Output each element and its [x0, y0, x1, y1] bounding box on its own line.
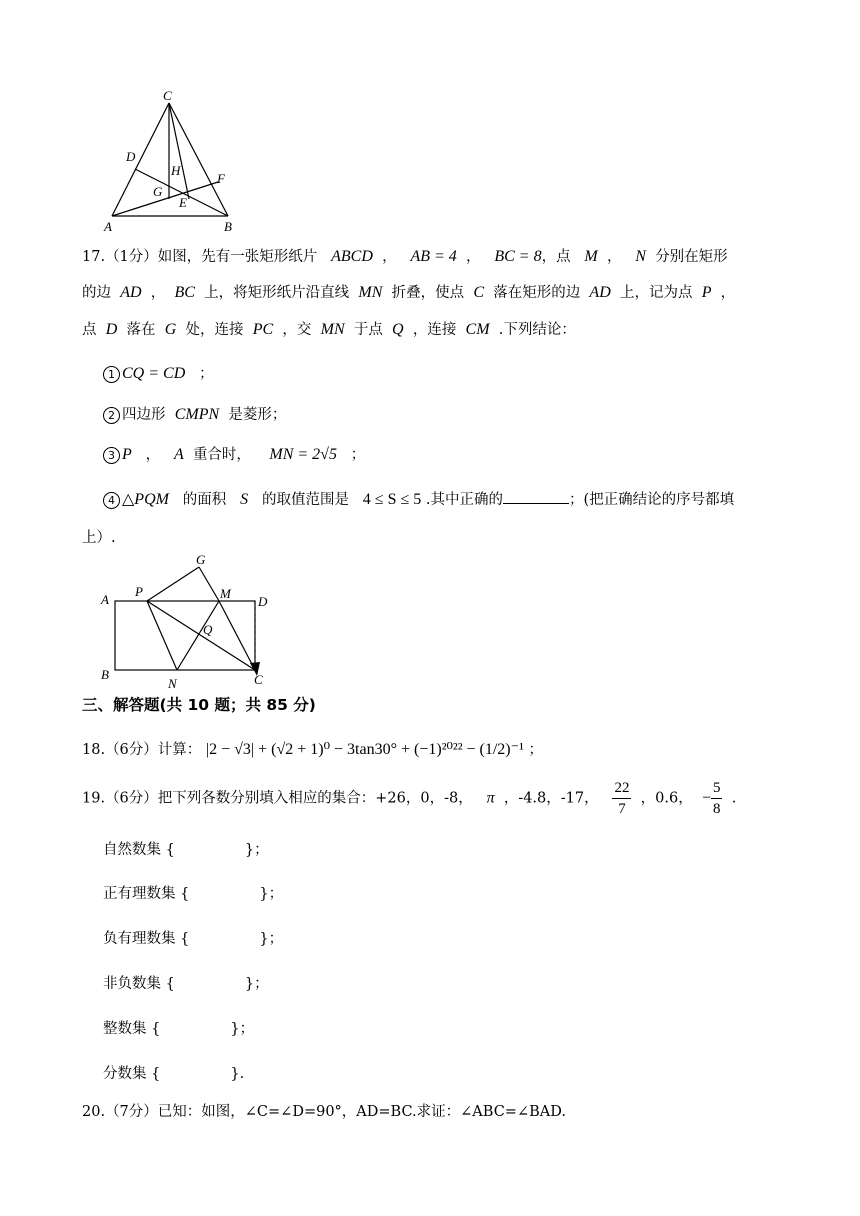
label-F: F [217, 171, 225, 186]
q17-option-2: 2 四边形 CMPN 是菱形； [103, 405, 286, 425]
label-G: G [196, 552, 206, 567]
label-M: M [220, 586, 231, 601]
label-A: A [101, 592, 109, 607]
label-P: P [135, 584, 143, 599]
set-non-negative: 非负数集 { }； [103, 976, 269, 992]
q17-line3: 点 D 落在 G 处，连接 PC ，交 MN 于点 Q ，连接 CM .下列结论： [82, 321, 576, 338]
set-fraction: 分数集 { }. [103, 1066, 245, 1082]
label-D: D [258, 594, 268, 609]
label-B: B [101, 667, 109, 682]
question-number: 20. [82, 1104, 106, 1120]
q20: 20.（7分）已知：如图，∠C=∠D=90°，AD=BC.求证：∠ABC=∠BAD. [82, 1104, 566, 1120]
fraction-22-7: $\frac{22}{7}$ [614, 780, 630, 817]
label-G: G [153, 184, 163, 199]
set-integer: 整数集 { }； [103, 1021, 255, 1037]
rectangle-fold-figure [95, 550, 285, 692]
label-C: C [163, 88, 172, 103]
label-A: A [104, 219, 112, 234]
label-N: N [168, 676, 177, 691]
q18-expression: |2 − √3| + (√2 + 1)⁰ − 3tan30° + (−1)²⁰²² − (1/2)⁻¹ [205, 741, 524, 758]
fraction-5-8: $\frac{5}{8}$ [712, 780, 721, 817]
set-negative-rational: 负有理数集 { }； [103, 931, 284, 947]
label-H: H [171, 163, 181, 178]
q18: 18.（6分）计算： |2 − √3| + (√2 + 1)⁰ − 3tan30° + (−1)²⁰²² − (1/2)⁻¹ ； [82, 741, 543, 758]
triangle-figure [100, 86, 245, 236]
q17-text: （1分）如图，先有一张矩形纸片 [105, 249, 318, 265]
math-ab: AB = 4 [410, 248, 457, 265]
label-D: D [126, 149, 136, 164]
question-number: 18. [82, 742, 106, 758]
set-natural: 自然数集 { }； [103, 842, 269, 858]
label-Q: Q [203, 622, 213, 637]
q17-line2: 的边 AD ， BC 上，将矩形纸片沿直线 MN 折叠，使点 C 落在矩形的边 AD 上，记为点 P ， [82, 284, 736, 301]
question-number: 17. [82, 249, 106, 265]
math-ABCD: ABCD [331, 248, 373, 265]
q17-option-4: 4 △PQM 的面积 S 的取值范围是 4 ≤ S ≤ 5 .其中正确的 ；(把正确结论的序号都填 [103, 489, 734, 510]
q17-line-end: 上）. [82, 530, 116, 546]
math-bc: BC = 8 [494, 248, 542, 265]
answer-blank[interactable] [503, 489, 569, 504]
q19-prompt: 19.（6分）把下列各数分别填入相应的集合：+26，0，-8， π ，-4.8，-17， $\frac{22}{7}$ ，0.6， − $\frac{5}{8}$ . [82, 780, 737, 817]
label-E: E [179, 195, 187, 210]
question-number: 19. [82, 790, 106, 807]
q17-line1: 17.（1分）如图，先有一张矩形纸片 ABCD ， AB = 4 ， BC = 8，点 M ， N 分别在矩形 [82, 248, 728, 265]
q17-option-1: 1 CQ = CD ； [103, 364, 214, 384]
section-heading: 三、解答题(共 10 题；共 85 分) [82, 696, 316, 714]
set-positive-rational: 正有理数集 { }； [103, 886, 284, 902]
q17-option-3: 3 P ， A 重合时， MN = 2√5 ； [103, 445, 365, 465]
label-C: C [254, 672, 263, 687]
label-B: B [224, 219, 232, 234]
